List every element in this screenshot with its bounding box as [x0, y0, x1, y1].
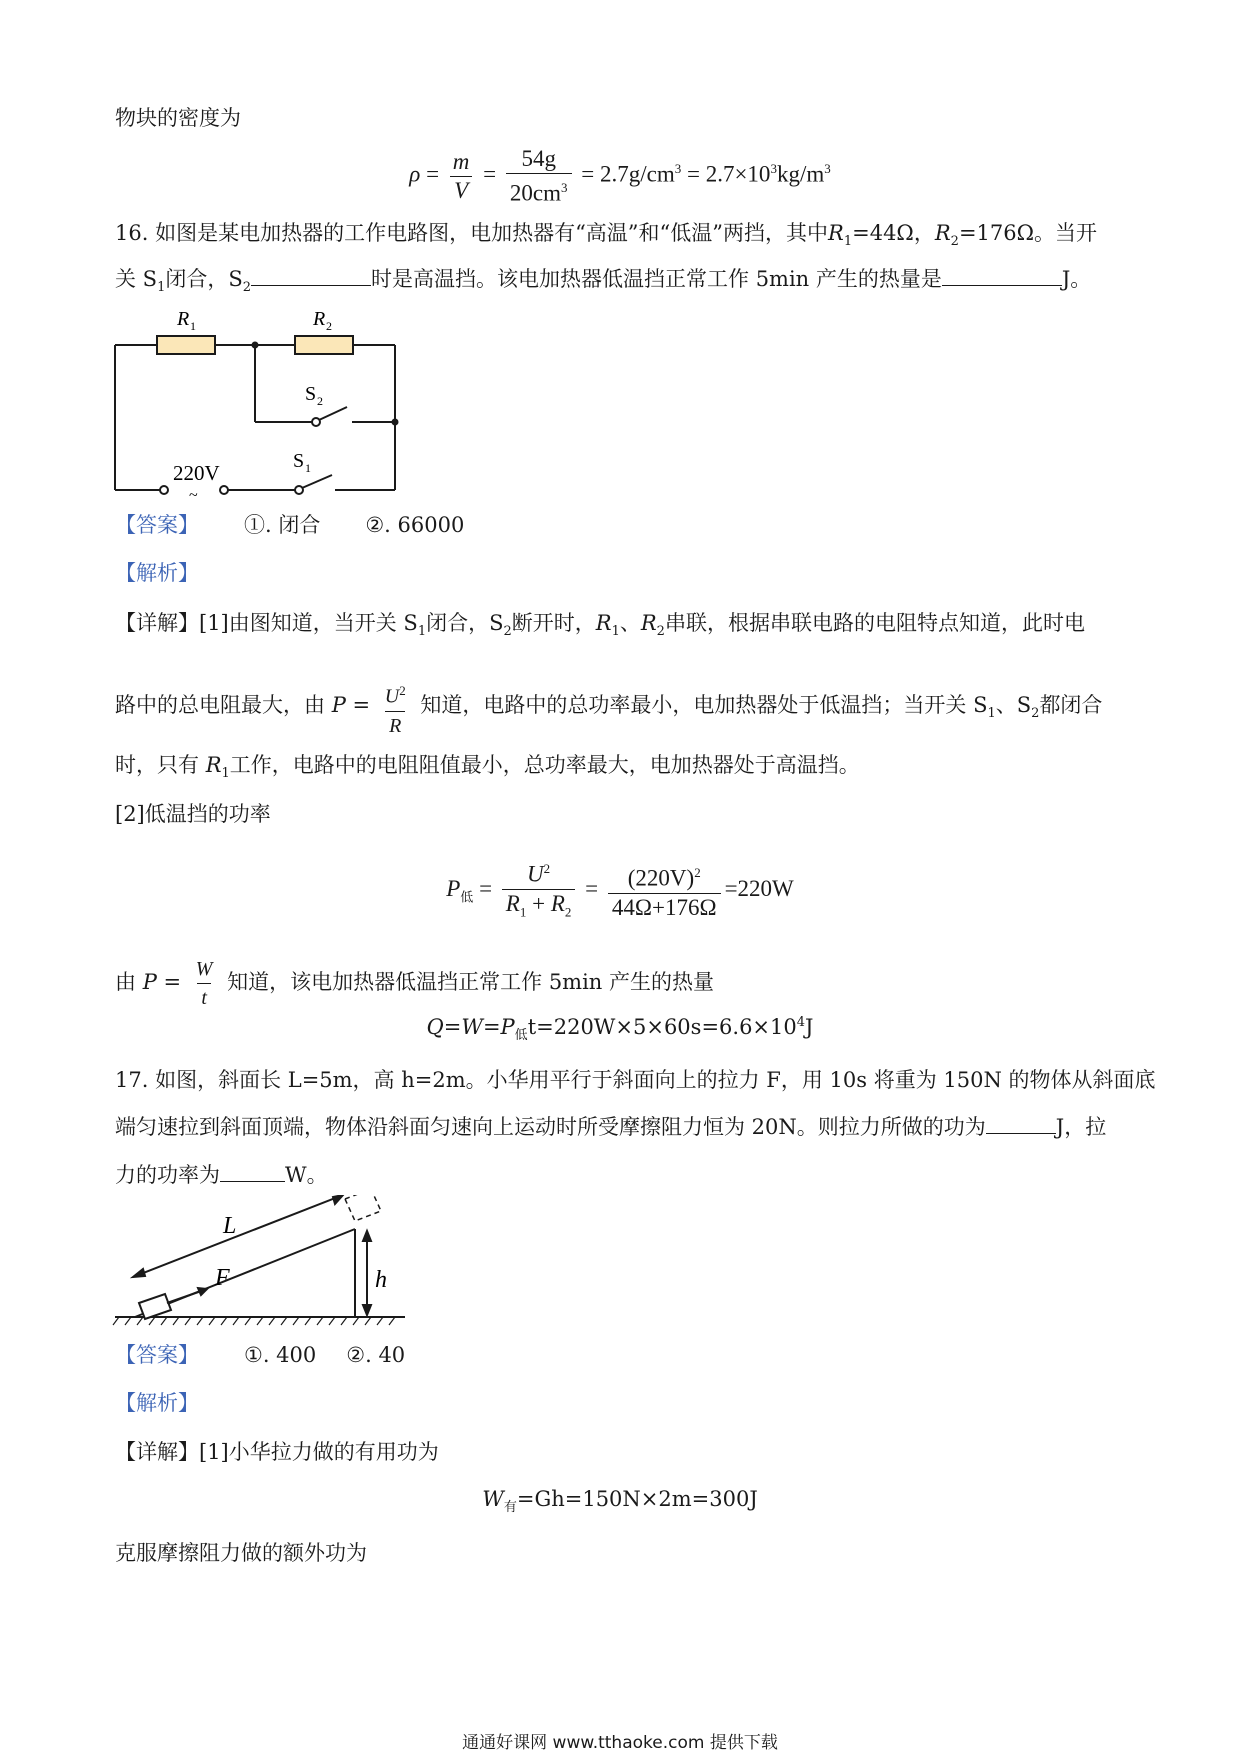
- q16-detail-line4: [2]低温挡的功率: [115, 802, 271, 826]
- q17-text-line2: 端匀速拉到斜面顶端，物体沿斜面匀速向上运动时所受摩擦阻力恒为 20N。则拉力所做的功为 J，拉: [115, 1115, 1107, 1139]
- q17-blank-2[interactable]: [220, 1161, 285, 1182]
- label-ac: ~: [189, 487, 198, 500]
- q17-incline-diagram: [105, 1195, 415, 1335]
- q17-work-equation: $W_有=Gh=150N\times 2m=300J$: [482, 1487, 758, 1516]
- q17-text-line1: 17. 如图，斜面长 L=5m，高 h=2m。小华用平行于斜面向上的拉力 F，用 10s 将重为 150N 的物体从斜面底: [115, 1068, 1156, 1092]
- page-footer: 通通好课网 www.tthaoke.com 提供下载: [462, 1733, 778, 1753]
- q17-detail-line1: 【详解】[1]小华拉力做的有用功为: [115, 1440, 439, 1464]
- q16-blank-2[interactable]: [942, 265, 1062, 286]
- q16-detail-line5: 由 P = $\frac{W}{t}$ 知道，该电加热器低温挡正常工作 5min 产生的热量: [115, 955, 714, 1012]
- label-F: F: [215, 1265, 230, 1291]
- label-h: h: [375, 1267, 387, 1293]
- q16-detail-line2: 路中的总电阻最大，由 P = $\frac{U^2}{R}$ 知道，电路中的总功率最小，电加热器处于低温挡；当开关 $S_1$、$S_2$都闭合: [115, 675, 1102, 738]
- q16-text-line1: 16. 如图是某电加热器的工作电路图，电加热器有“高温”和“低温”两挡，其中$R_1=44\Omega$，$R_2=176\Omega$。当开: [115, 221, 1098, 250]
- resistor-r1: [157, 336, 215, 354]
- svg-text:2: 2: [317, 394, 323, 408]
- q17-answer: 【答案】 ①. 400 ②. 40: [115, 1343, 406, 1367]
- label-r1: R: [177, 308, 190, 330]
- q16-text-line2: 关 $S_1$闭合，$S_2$ 时是高温挡。该电加热器低温挡正常工作 5min 产生的热量是 J。: [115, 267, 1092, 296]
- q16-detail-line1: 【详解】[1]由图知道，当开关 $S_1$闭合，$S_2$断开时，$R_1$、$R_2$串联，根据串联电路的电阻特点知道，此时电: [115, 611, 1085, 640]
- q16-circuit-diagram: [105, 300, 415, 500]
- q17-text-line3: 力的功率为 W。: [115, 1163, 328, 1187]
- density-intro: 物块的密度为: [115, 106, 241, 130]
- svg-text:2: 2: [326, 319, 332, 333]
- label-s1: S: [293, 450, 305, 472]
- q17-detail-line2: 克服摩擦阻力做的额外功为: [115, 1541, 367, 1565]
- q16-answer: 【答案】 ①. 闭合 ②. 66000: [115, 513, 465, 537]
- label-L: L: [223, 1213, 237, 1239]
- q16-blank-1[interactable]: [251, 265, 371, 286]
- q16-heat-equation: $Q=W=P_低t=220W\times 5\times 60s=6.6\times 10^4J$: [426, 1015, 814, 1044]
- svg-text:1: 1: [305, 461, 311, 475]
- q16-power-equation: $P_低$ = $\frac{U^2}{R_1 + R_2}$ = $\frac{(220V)^2}{44\Omega+176\Omega}$ =220W: [0, 855, 1240, 926]
- q17-analysis-tag: 【解析】: [115, 1391, 199, 1415]
- label-voltage: 220V: [173, 461, 220, 485]
- q17-blank-1[interactable]: [986, 1113, 1056, 1134]
- resistor-r2: [295, 336, 353, 354]
- label-s2: S: [305, 383, 317, 405]
- density-equation: ρ = $\frac{m}{V}$ = $\frac{54g}{20cm^3}$ = $2.7g/cm^3 = 2.7\times 10^3kg/m^3$: [409, 146, 831, 206]
- q16-detail-line3: 时，只有 $R_1$工作，电路中的电阻阻值最小，总功率最大，电加热器处于高温挡。: [115, 753, 860, 782]
- label-r2: R: [313, 308, 326, 330]
- q16-analysis-tag: 【解析】: [115, 561, 199, 585]
- svg-text:1: 1: [190, 319, 196, 333]
